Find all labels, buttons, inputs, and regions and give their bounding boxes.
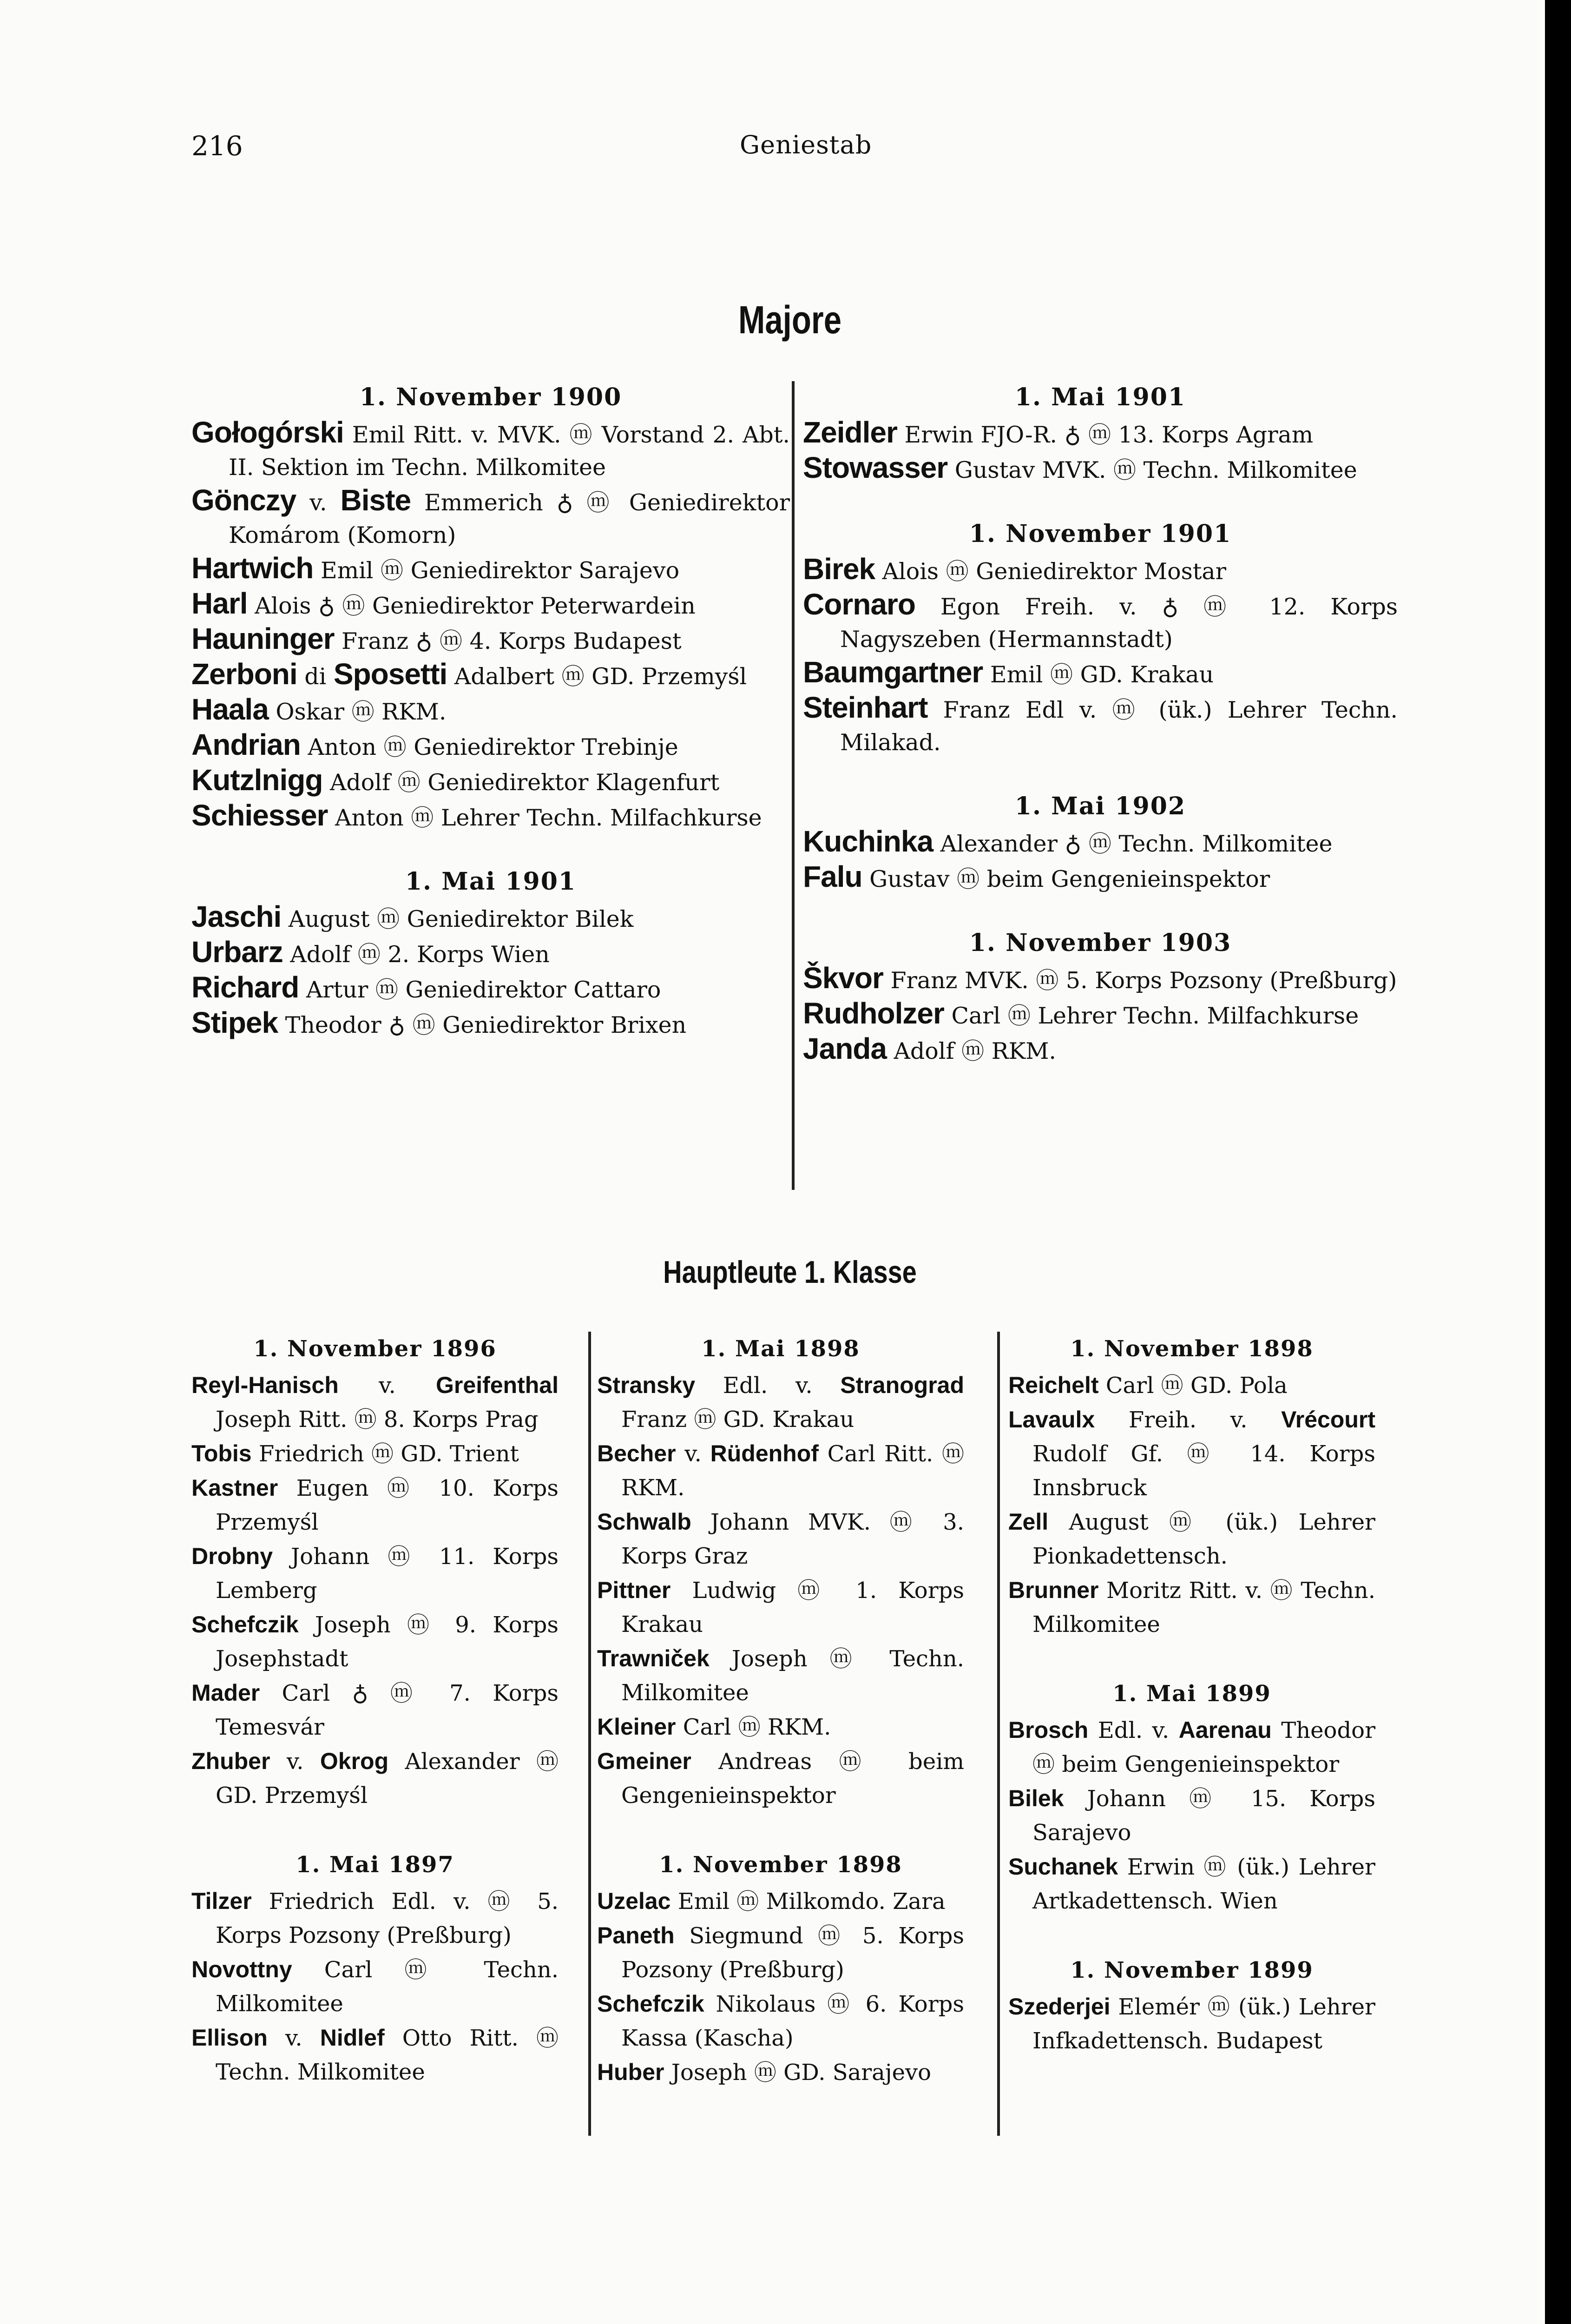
officer-entry xyxy=(1008,1368,1375,1403)
officer-details: Emil Ritt. v. MVK. ⓜ Vorstand 2. Abt. II. Sektion im Techn. Milkomitee xyxy=(229,422,790,481)
officer-entry xyxy=(1008,1713,1375,1782)
officer-details: Adolf ⓜ Geniedirektor Klagenfurt xyxy=(330,769,720,796)
officer-entry xyxy=(803,588,1398,656)
officer-surname: Okrog xyxy=(320,1748,389,1774)
officer-surname: Sposetti xyxy=(333,657,447,691)
promotion-date: 1. November 1900 xyxy=(359,383,622,411)
officer-entry xyxy=(803,962,1398,997)
officer-details: Elemér ⓜ (ük.) Lehrer Infkadettensch. Budapest xyxy=(1032,1994,1375,2054)
officer-entry xyxy=(803,656,1398,691)
officer-details: Carl ⓜ GD. Pola xyxy=(1105,1373,1288,1399)
hauptleute-column-1 xyxy=(191,1329,559,2089)
officer-details: Joseph ⓜ 9. Korps Josephstadt xyxy=(216,1612,559,1672)
officer-surname: Janda xyxy=(803,1032,887,1065)
officer-details: Anton ⓜ Geniedirektor Trebinje xyxy=(308,734,678,760)
officer-surname: Harl xyxy=(191,587,248,620)
officer-surname: Richard xyxy=(191,971,299,1004)
officer-entry xyxy=(803,825,1398,860)
officer-entry xyxy=(191,1884,559,1953)
officer-surname: Novottny xyxy=(191,1956,292,1982)
officer-entry xyxy=(191,1006,790,1042)
officer-surname: Paneth xyxy=(597,1922,675,1948)
officer-details: Siegmund ⓜ 5. Korps Pozsony (Preßburg) xyxy=(621,1923,964,1983)
officer-surname-particle: v. xyxy=(286,1749,304,1775)
officer-surname: Mader xyxy=(191,1680,260,1706)
officer-details: Franz ⓜ GD. Krakau xyxy=(621,1406,855,1433)
promotion-date: 1. November 1896 xyxy=(253,1336,497,1362)
officer-entry xyxy=(191,764,790,799)
officer-entry xyxy=(1008,1505,1375,1573)
officer-details: Adolf ⓜ RKM. xyxy=(894,1038,1057,1064)
officer-surname: Stipek xyxy=(191,1006,278,1039)
officer-entry xyxy=(1008,1782,1375,1850)
officer-surname: Trawniček xyxy=(597,1645,710,1671)
officer-details: Alexander ♁ ⓜ Techn. Milkomitee xyxy=(940,831,1333,857)
officer-details: Alois ⓜ Geniedirektor Mostar xyxy=(882,558,1227,585)
officer-entry xyxy=(597,1987,964,2055)
officer-entry xyxy=(191,693,790,728)
officer-details: Alois ♁ ⓜ Geniedirektor Peterwardein xyxy=(255,593,696,619)
officer-entry xyxy=(191,658,790,693)
officer-surname: Kuchinka xyxy=(803,825,933,858)
officer-entry xyxy=(1008,1403,1375,1505)
officer-surname: Steinhart xyxy=(803,691,928,724)
officer-details: Joseph Ritt. ⓜ 8. Korps Prag xyxy=(216,1406,539,1433)
officer-details: Emil ⓜ Milkomdo. Zara xyxy=(677,1888,946,1915)
officer-details: Joseph ⓜ GD. Sarajevo xyxy=(671,2060,932,2086)
group-spacer xyxy=(597,1813,964,1845)
officer-surname: Uzelac xyxy=(597,1888,671,1914)
officer-surname: Nidlef xyxy=(320,2025,385,2051)
promotion-date: 1. November 1898 xyxy=(659,1852,902,1878)
officer-surname: Reichelt xyxy=(1008,1372,1099,1398)
officer-surname: Schiesser xyxy=(191,799,328,832)
officer-surname-particle: Edl. v. xyxy=(1098,1717,1170,1743)
running-head: Geniestab xyxy=(740,130,872,159)
group-spacer xyxy=(803,759,1398,788)
officer-surname: Gołogórski xyxy=(191,416,344,449)
officer-details: Moritz Ritt. v. ⓜ Techn. Milkomitee xyxy=(1032,1578,1375,1637)
officer-details: Adalbert ⓜ GD. Przemyśl xyxy=(454,663,747,690)
officer-surname-prefix: Ellison xyxy=(191,2025,268,2051)
officer-entry xyxy=(597,1744,964,1813)
officer-surname-particle: Freih. v. xyxy=(1128,1407,1248,1433)
hauptleute-column-2 xyxy=(597,1329,964,2090)
officer-surname: Stowasser xyxy=(803,451,948,484)
officer-entry xyxy=(1008,1573,1375,1642)
officer-details: Anton ⓜ Lehrer Techn. Milfachkurse xyxy=(335,805,762,831)
officer-details: Emmerich ♁ ⓜ Geniedirektor Komárom (Komorn) xyxy=(229,489,790,548)
officer-entry xyxy=(191,1471,559,1539)
officer-entry xyxy=(597,1884,964,1919)
hauptleute-column-3 xyxy=(1008,1329,1375,2058)
officer-surname: Hauninger xyxy=(191,622,335,655)
officer-details: Otto Ritt. ⓜ Techn. Milkomitee xyxy=(216,2025,559,2085)
officer-details: Nikolaus ⓜ 6. Korps Kassa (Kascha) xyxy=(621,1991,964,2051)
officer-surname: Kastner xyxy=(191,1475,278,1501)
officer-surname-prefix: Brosch xyxy=(1008,1717,1089,1743)
officer-details: Franz Edl v. ⓜ (ük.) Lehrer Techn. Milakad. xyxy=(840,697,1398,756)
officer-details: Artur ⓜ Geniedirektor Cattaro xyxy=(306,977,661,1003)
group-spacer xyxy=(191,1813,559,1845)
officer-surname: Bilek xyxy=(1008,1785,1064,1811)
officer-entry xyxy=(191,1676,559,1744)
officer-entry xyxy=(191,622,790,658)
officer-surname: Zell xyxy=(1008,1509,1049,1535)
group-spacer xyxy=(1008,1642,1375,1674)
officer-entry xyxy=(803,553,1398,588)
column-divider xyxy=(588,1332,591,2136)
officer-entry xyxy=(191,552,790,587)
officer-entry xyxy=(597,1710,964,1744)
promotion-date: 1. November 1899 xyxy=(1070,1957,1314,1983)
officer-details: Johann ⓜ 15. Korps Sarajevo xyxy=(1032,1786,1375,1846)
officer-surname: Baumgartner xyxy=(803,655,983,689)
officer-surname: Kutzlnigg xyxy=(191,763,323,797)
officer-surname: Biste xyxy=(340,483,411,517)
officer-details: Emil ⓜ Geniedirektor Sarajevo xyxy=(320,557,680,584)
officer-details: Friedrich ⓜ GD. Trient xyxy=(258,1441,519,1467)
group-spacer xyxy=(803,896,1398,924)
officer-entry xyxy=(803,416,1398,451)
officer-surname: Kleiner xyxy=(597,1714,676,1740)
officer-details: Carl ⓜ Techn. Milkomitee xyxy=(216,1957,559,2017)
officer-surname: Schefczik xyxy=(191,1611,299,1637)
officer-surname: Jaschi xyxy=(191,900,282,933)
officer-surname: Tilzer xyxy=(191,1888,252,1914)
section-title-hauptleute: Hauptleute 1. Klasse xyxy=(663,1254,917,1290)
officer-details: Carl Ritt. ⓜ RKM. xyxy=(621,1441,964,1501)
officer-entry xyxy=(803,997,1398,1032)
officer-entry xyxy=(191,484,790,552)
officer-details: Eugen ⓜ 10. Korps Przemyśl xyxy=(216,1475,559,1535)
officer-entry xyxy=(191,1437,559,1471)
officer-entry xyxy=(191,416,790,484)
officer-entry xyxy=(191,1608,559,1676)
officer-surname: Szederjei xyxy=(1008,1994,1111,2020)
officer-entry xyxy=(803,451,1398,487)
officer-surname: Andrian xyxy=(191,728,301,761)
officer-details: Johann ⓜ 11. Korps Lemberg xyxy=(216,1544,559,1604)
officer-surname: Rüdenhof xyxy=(710,1440,819,1466)
officer-surname-prefix: Becher xyxy=(597,1440,676,1466)
officer-entry xyxy=(191,2021,559,2089)
officer-surname: Birek xyxy=(803,552,875,586)
officer-entry xyxy=(191,900,790,936)
officer-entry xyxy=(597,1642,964,1710)
section-title-majore: Majore xyxy=(738,298,842,342)
promotion-date: 1. November 1903 xyxy=(969,929,1232,957)
officer-entry xyxy=(803,1032,1398,1068)
officer-entry xyxy=(191,587,790,622)
officer-surname-prefix: Zerboni xyxy=(191,657,297,691)
officer-details: Gustav MVK. ⓜ Techn. Milkomitee xyxy=(954,457,1357,483)
officer-surname-prefix: Stransky xyxy=(597,1372,696,1398)
officer-details: August ⓜ (ük.) Lehrer Pionkadettensch. xyxy=(1032,1509,1375,1569)
group-spacer xyxy=(1008,1918,1375,1951)
officer-entry xyxy=(191,1953,559,2021)
officer-details: Franz ♁ ⓜ 4. Korps Budapest xyxy=(342,628,682,654)
officer-entry xyxy=(597,1919,964,1987)
officer-entry xyxy=(191,728,790,764)
officer-surname-particle: v. xyxy=(285,2025,302,2051)
officer-surname: Hartwich xyxy=(191,551,314,585)
promotion-date: 1. November 1901 xyxy=(969,520,1232,548)
promotion-date: 1. Mai 1897 xyxy=(296,1852,454,1878)
officer-surname: Tobis xyxy=(191,1440,252,1466)
officer-surname: Stranograd xyxy=(840,1372,964,1398)
officer-entry xyxy=(597,1368,964,1437)
officer-details: Egon Freih. v. ♁ ⓜ 12. Korps Nagyszeben (Hermannstadt) xyxy=(840,594,1398,653)
officer-surname: Cornaro xyxy=(803,588,915,621)
officer-entry xyxy=(1008,1850,1375,1918)
group-spacer xyxy=(803,487,1398,515)
officer-details: Theodor ♁ ⓜ Geniedirektor Brixen xyxy=(285,1012,687,1038)
promotion-date: 1. November 1898 xyxy=(1070,1336,1314,1362)
majore-left-column xyxy=(191,379,790,1042)
officer-details: Carl ⓜ RKM. xyxy=(683,1714,831,1740)
officer-details: Ludwig ⓜ 1. Korps Krakau xyxy=(621,1578,964,1637)
officer-surname-particle: di xyxy=(304,663,327,690)
officer-surname: Brunner xyxy=(1008,1577,1099,1603)
officer-surname-particle: v. xyxy=(379,1373,396,1399)
officer-details: Carl ♁ ⓜ 7. Korps Temesvár xyxy=(216,1680,559,1740)
officer-details: August ⓜ Geniedirektor Bilek xyxy=(288,906,634,932)
officer-surname-particle: Edl. v. xyxy=(723,1373,813,1399)
officer-entry xyxy=(191,971,790,1006)
officer-surname: Suchanek xyxy=(1008,1854,1118,1880)
officer-entry xyxy=(803,860,1398,896)
officer-details: Adolf ⓜ 2. Korps Wien xyxy=(290,941,550,968)
officer-details: Andreas ⓜ beim Gengenieinspektor xyxy=(621,1749,964,1809)
promotion-date: 1. Mai 1901 xyxy=(405,867,577,896)
officer-entry xyxy=(191,1368,559,1437)
officer-surname-particle: v. xyxy=(684,1441,702,1467)
officer-details: Erwin FJO-R. ♁ ⓜ 13. Korps Agram xyxy=(904,422,1314,448)
officer-entry xyxy=(803,691,1398,759)
officer-entry xyxy=(597,2055,964,2090)
officer-surname-prefix: Lavaulx xyxy=(1008,1406,1095,1433)
officer-surname: Rudholzer xyxy=(803,997,944,1030)
officer-surname-prefix: Gönczy xyxy=(191,483,296,517)
officer-surname: Haala xyxy=(191,693,269,726)
promotion-date: 1. Mai 1899 xyxy=(1112,1681,1271,1707)
officer-details: Oskar ⓜ RKM. xyxy=(276,699,447,725)
promotion-date: 1. Mai 1901 xyxy=(1014,383,1186,411)
officer-surname: Drobny xyxy=(191,1543,273,1569)
officer-surname-prefix: Zhuber xyxy=(191,1748,270,1774)
majore-right-column xyxy=(803,379,1398,1068)
officer-details: Carl ⓜ Lehrer Techn. Milfachkurse xyxy=(951,1003,1359,1029)
officer-surname: Greifenthal xyxy=(436,1372,559,1398)
officer-entry xyxy=(191,936,790,971)
officer-details: Rudolf Gf. ⓜ 14. Korps Innsbruck xyxy=(1032,1441,1375,1501)
officer-surname: Zeidler xyxy=(803,416,897,449)
officer-entry xyxy=(191,1744,559,1813)
officer-surname: Schefczik xyxy=(597,1991,704,2017)
officer-details: Johann MVK. ⓜ 3. Korps Graz xyxy=(621,1509,964,1569)
officer-entry xyxy=(1008,1990,1375,2058)
officer-details: Alexander ⓜ GD. Przemyśl xyxy=(216,1749,559,1809)
promotion-date: 1. Mai 1902 xyxy=(1014,792,1186,820)
officer-details: Emil ⓜ GD. Krakau xyxy=(990,661,1214,688)
page-number: 216 xyxy=(191,130,243,162)
column-divider xyxy=(792,381,795,1190)
officer-surname: Schwalb xyxy=(597,1509,691,1535)
officer-entry xyxy=(191,1539,559,1608)
officer-details: Franz MVK. ⓜ 5. Korps Pozsony (Preßburg) xyxy=(890,967,1397,994)
officer-surname: Gmeiner xyxy=(597,1748,691,1774)
officer-surname: Falu xyxy=(803,860,862,893)
officer-entry xyxy=(597,1437,964,1505)
officer-surname-particle: v. xyxy=(309,489,327,516)
column-divider xyxy=(997,1332,1000,2136)
officer-details: Gustav ⓜ beim Gengenieinspektor xyxy=(869,866,1270,892)
officer-surname: Urbarz xyxy=(191,935,283,969)
officer-surname: Vrécourt xyxy=(1281,1406,1375,1433)
officer-entry xyxy=(191,799,790,834)
group-spacer xyxy=(191,834,790,863)
officer-details: Friedrich Edl. v. ⓜ 5. Korps Pozsony (Preßburg) xyxy=(216,1888,559,1948)
officer-entry xyxy=(597,1505,964,1573)
officer-details: Erwin ⓜ (ük.) Lehrer Artkadettensch. Wien xyxy=(1032,1854,1375,1914)
officer-surname: Pittner xyxy=(597,1577,671,1603)
officer-surname: Aarenau xyxy=(1178,1717,1272,1743)
officer-surname-prefix: Reyl-Hanisch xyxy=(191,1372,339,1398)
promotion-date: 1. Mai 1898 xyxy=(701,1336,860,1362)
officer-entry xyxy=(597,1573,964,1642)
officer-details: Joseph ⓜ Techn. Milkomitee xyxy=(621,1646,964,1706)
officer-surname: Škvor xyxy=(803,961,883,995)
officer-surname: Huber xyxy=(597,2059,664,2085)
officer-details: Theodor ⓜ beim Gengenieinspektor xyxy=(1032,1717,1376,1777)
